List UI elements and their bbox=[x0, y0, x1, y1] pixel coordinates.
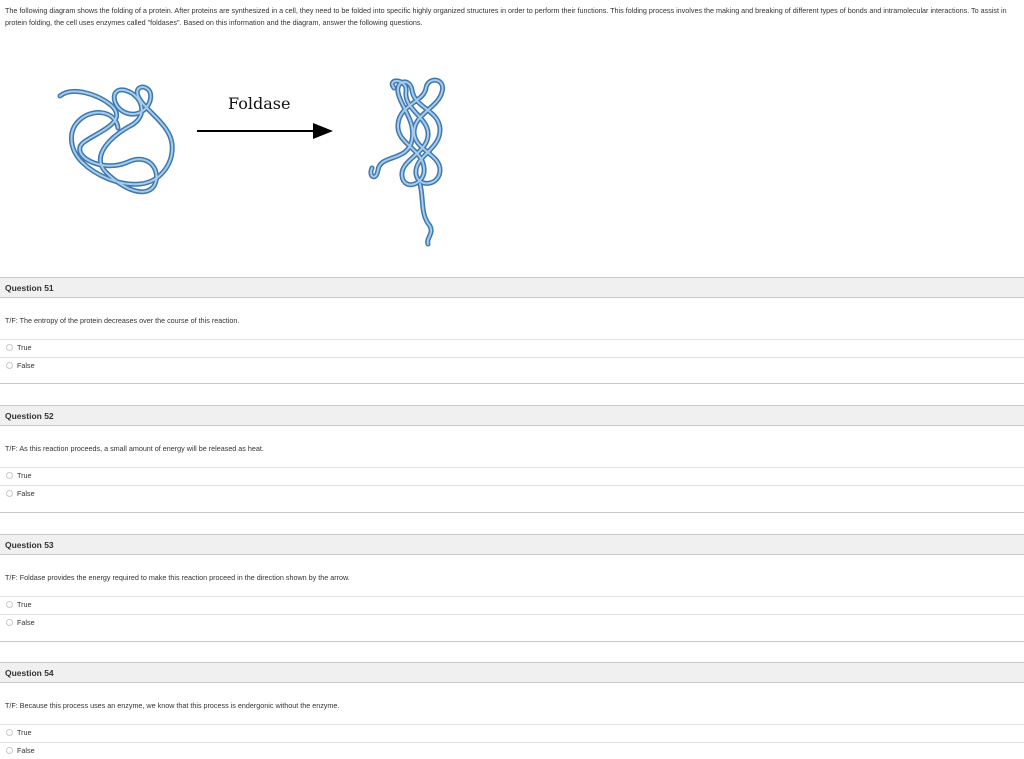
question-53 bbox=[0, 534, 1024, 662]
option-label: False bbox=[17, 617, 35, 627]
option-label: True bbox=[17, 342, 32, 352]
question-text: T/F: The entropy of the protein decreases over the course of this reaction. bbox=[5, 316, 240, 325]
radio-button[interactable] bbox=[6, 490, 13, 497]
option-divider bbox=[0, 724, 1024, 725]
option-divider bbox=[0, 467, 1024, 468]
radio-button[interactable] bbox=[6, 729, 13, 736]
option-label: False bbox=[17, 745, 35, 755]
option-divider bbox=[0, 596, 1024, 597]
foldase-label: Foldase bbox=[228, 94, 291, 113]
question-title: Question 51 bbox=[5, 283, 54, 293]
question-51 bbox=[0, 277, 1024, 405]
question-header bbox=[0, 277, 1024, 298]
option-true[interactable] bbox=[6, 469, 32, 481]
option-divider bbox=[0, 614, 1024, 615]
unfolded-protein-image bbox=[60, 87, 172, 192]
protein-folding-diagram bbox=[0, 44, 1024, 256]
question-header bbox=[0, 405, 1024, 426]
option-false[interactable] bbox=[6, 487, 35, 499]
question-bottom-border bbox=[0, 512, 1024, 513]
radio-button[interactable] bbox=[6, 472, 13, 479]
option-false[interactable] bbox=[6, 359, 35, 371]
question-bottom-border bbox=[0, 641, 1024, 642]
option-divider bbox=[0, 742, 1024, 743]
option-false[interactable] bbox=[6, 616, 35, 628]
question-title: Question 52 bbox=[5, 411, 54, 421]
question-header bbox=[0, 662, 1024, 683]
radio-button[interactable] bbox=[6, 747, 13, 754]
option-label: False bbox=[17, 488, 35, 498]
radio-button[interactable] bbox=[6, 362, 13, 369]
intro-text: The following diagram shows the folding of a protein. After proteins are synthesized in a cell, they need to be folded into specific highly organized structures in order to perform their functions. This folding process involves the making and breaking of different types of bonds and intramolecular interactions. To assist in protein folding, the cell uses enzymes called "foldases". Based on this information and the diagram, answer the following questions. bbox=[5, 6, 1007, 27]
option-label: False bbox=[17, 360, 35, 370]
radio-button[interactable] bbox=[6, 601, 13, 608]
option-label: True bbox=[17, 599, 32, 609]
option-true[interactable] bbox=[6, 341, 32, 353]
option-label: True bbox=[17, 727, 32, 737]
question-text: T/F: Because this process uses an enzyme, we know that this process is endergonic without the enzyme. bbox=[5, 701, 340, 710]
option-true[interactable] bbox=[6, 726, 32, 738]
option-true[interactable] bbox=[6, 598, 32, 610]
question-title: Question 54 bbox=[5, 668, 54, 678]
option-label: True bbox=[17, 470, 32, 480]
question-52 bbox=[0, 405, 1024, 533]
option-false[interactable] bbox=[6, 744, 35, 756]
question-text: T/F: Foldase provides the energy required to make this reaction proceed in the direction shown by the arrow. bbox=[5, 573, 350, 582]
question-header bbox=[0, 534, 1024, 555]
radio-button[interactable] bbox=[6, 619, 13, 626]
option-divider bbox=[0, 485, 1024, 486]
question-text: T/F: As this reaction proceeds, a small amount of energy will be released as heat. bbox=[5, 444, 264, 453]
option-divider bbox=[0, 339, 1024, 340]
question-title: Question 53 bbox=[5, 540, 54, 550]
radio-button[interactable] bbox=[6, 344, 13, 351]
diagram-graphics bbox=[0, 44, 1024, 256]
folded-protein-image bbox=[371, 80, 443, 244]
question-54 bbox=[0, 662, 1024, 759]
option-divider bbox=[0, 357, 1024, 358]
question-bottom-border bbox=[0, 383, 1024, 384]
